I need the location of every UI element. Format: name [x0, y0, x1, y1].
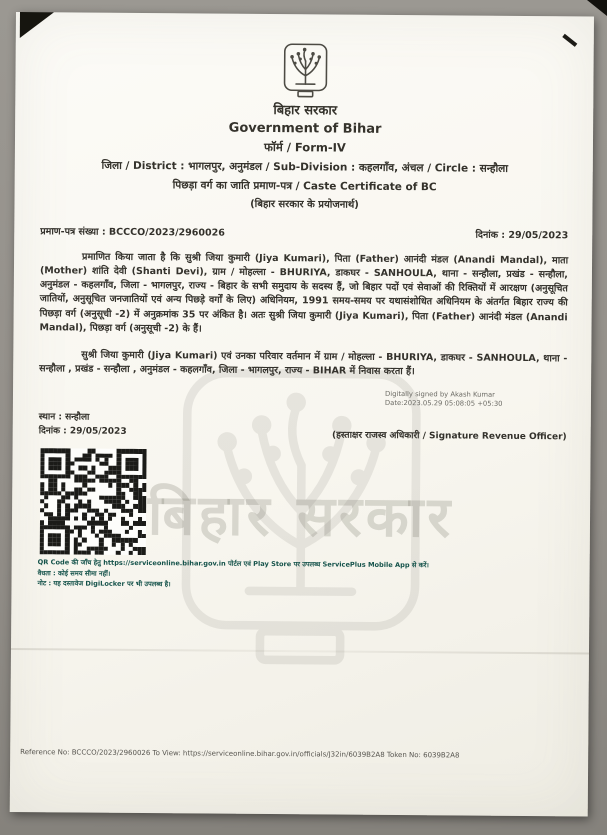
qr-code — [40, 449, 147, 556]
digital-signature — [385, 389, 557, 409]
certificate-number: प्रमाण-पत्र संख्या : BCCCO/2023/2960026 — [40, 225, 225, 239]
signature-officer-label: (हस्ताक्षर राजस्व अधिकारी / Signature Revenue Officer) — [332, 430, 567, 443]
certificate-meta-row — [40, 224, 568, 241]
bihar-emblem-icon — [282, 42, 328, 99]
validity-note: वैधता : कोई समय सीमा नहीं। — [37, 568, 111, 578]
certificate-page — [10, 12, 594, 817]
certificate-body-para1: प्रमाणित किया जाता है कि सुश्री जिया कुमारी (Jiya Kumari), पिता (Father) आनंदी मंडल (Anandi Mandal), माता (Mother) शांति देवी (Shanti Devi), ग्राम / मोहल्ला - BHURIYA, डाकघर - SANHOULA, थाना - सन्हौला, प्रखंड - सन्हौला, अनुमंडल - कहलगाँव, जिला - भागलपुर, राज्य - बिहार के सभी समुदाय के सदस्य हैं, जो बिहार पदों एवं सेवाओं की रिक्तियों में आरक्षण (अनुसूचित जातियों, अनुसूचित जनजातियों एवं अन्य पिछड़े वर्गों के लिए) अधिनियम, 1991 समय-समय पर यथासंशोधित अधिनियम के अंतर्गत बिहार राज्य की पिछड़ा वर्ग (अनुसूची -2) में अनुक्रमांक 35 पर अंकित है। अतः सुश्री जिया कुमारी (Jiya Kumari), पिता (Father) आनंदी मंडल (Anandi Mandal), पिछड़ा वर्ग (अनुसूची -2) के हैं। — [39, 251, 569, 335]
place-line: स्थान : सन्हौला — [38, 411, 90, 423]
certificate-body-para2: सुश्री जिया कुमारी (Jiya Kumari) एवं उनका परिवार वर्तमान में ग्राम / मोहल्ला - BHURIYA, डाकघर - SANHOULA, थाना - सन्हौला , प्रखंड - सन्हौला , अनुमंडल - कहलगाँव, जिला - भागलपुर, राज्य - BIHAR में निवास करता हैं। — [39, 349, 568, 378]
scan-corner-fold — [20, 12, 54, 38]
signature-row — [39, 410, 567, 443]
district-line: जिला / District : भागलपुर, अनुमंडल / Sub-Division : कहलगाँव, अंचल / Circle : सन्हौला — [101, 159, 509, 175]
govt-name-hindi: बिहार सरकार — [273, 103, 338, 119]
digital-signature-date: Date:2023.05.29 05:08:05 +05:30 — [384, 398, 503, 408]
date-line: दिनांक : 29/05/2023 — [38, 426, 127, 437]
certificate-title: पिछड़ा वर्ग का जाति प्रमाण-पत्र / Caste Certificate of BC — [172, 178, 437, 193]
watermark-text: बिहार सरकार — [147, 483, 455, 551]
place-date-block — [39, 410, 127, 439]
qr-notes — [37, 558, 565, 593]
issue-date: दिनांक : 29/05/2023 — [475, 229, 569, 241]
purpose-line: (बिहार सरकार के प्रयोजनार्थ) — [250, 198, 359, 211]
scan-corner-mark — [587, 0, 607, 16]
reference-footer: Reference No: BCCCO/2023/2960026 To View: https://serviceonline.bihar.gov.in/officials/J32in/6039B2A8 Token No: 6039B2A8 — [20, 748, 460, 760]
qr-verify-note: QR Code की जाँच हेतु https://serviceonline.bihar.gov.in पोर्टल एवं Play Store पर उपलब्ध ServicePlus Mobile App से करें। — [37, 558, 429, 570]
digital-signature-name: Digitally signed by Akash Kumar — [384, 389, 496, 399]
certificate-content — [11, 12, 594, 593]
govt-name-english: Government of Bihar — [228, 120, 382, 137]
digilocker-note: नोट : यह दस्तावेज DigiLocker पर भी उपलब्ध है। — [37, 578, 171, 589]
form-number: फॉर्म / Form-IV — [263, 139, 346, 155]
fold-crease — [11, 648, 589, 655]
